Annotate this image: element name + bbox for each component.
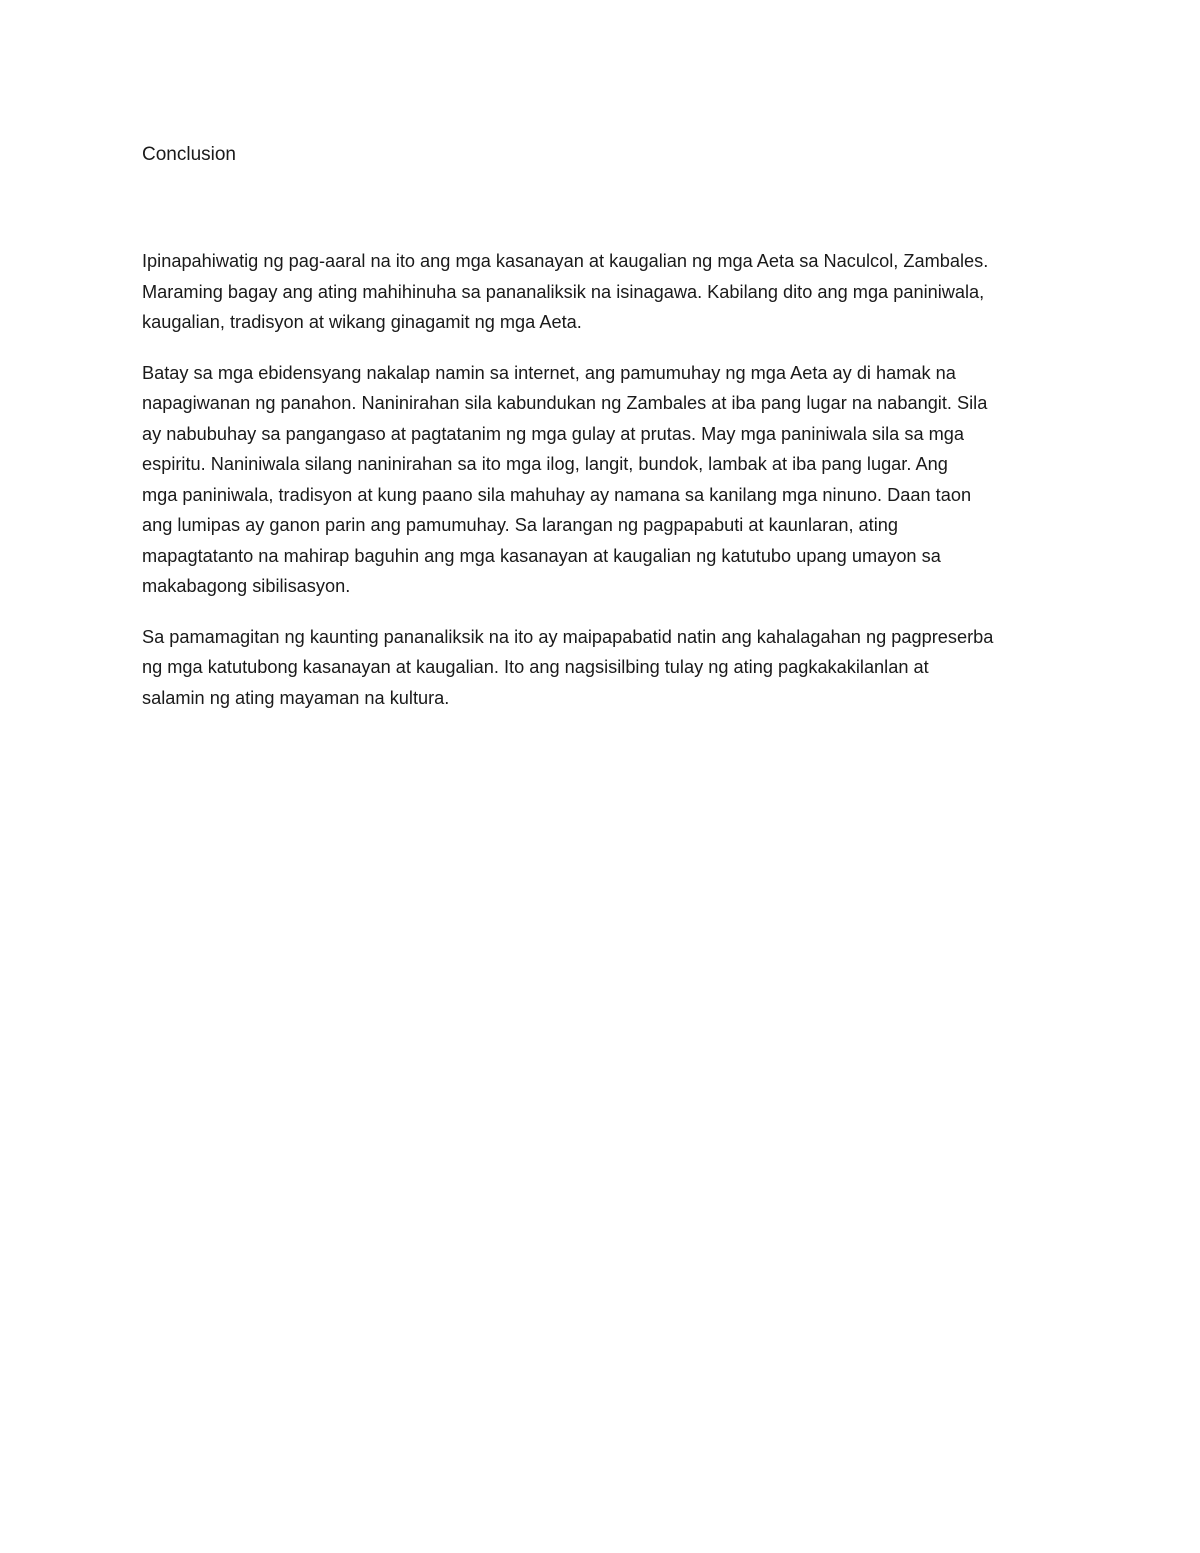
document-heading: Conclusion bbox=[142, 144, 236, 165]
paragraph-line: Ipinapahiwatig ng pag-aaral na ito ang mga kasanayan at kaugalian ng mga Aeta sa Naculcol, Zambales. bbox=[142, 251, 989, 271]
paragraph-line: ang lumipas ay ganon parin ang pamumuhay. Sa larangan ng pagpapabuti at kaunlaran, ating bbox=[142, 515, 898, 535]
paragraph-line: mapagtatanto na mahirap baguhin ang mga kasanayan at kaugalian ng katutubo upang umayon sa bbox=[142, 545, 941, 566]
paragraph-line: salamin ng ating mayaman na kultura. bbox=[142, 687, 450, 708]
paragraph-line: kaugalian, tradisyon at wikang ginagamit ng mga Aeta. bbox=[142, 312, 582, 332]
paragraph-line: Sa pamamagitan ng kaunting pananaliksik na ito ay maipapabatid natin ang kahalagahan ng pagpreserba bbox=[142, 626, 994, 647]
document-body bbox=[142, 140, 1058, 733]
paragraph-line: ay nabubuhay sa pangangaso at pagtatanim ng mga gulay at prutas. May mga paniniwala sila sa mga bbox=[142, 423, 964, 444]
paragraph-line: mga paniniwala, tradisyon at kung paano sila mahuhay ay namana sa kanilang mga ninuno. Daan taon bbox=[142, 484, 972, 505]
paragraph-1 bbox=[142, 246, 1058, 338]
paragraph-line: ng mga katutubong kasanayan at kaugalian. Ito ang nagsisilbing tulay ng ating pagkakakilanlan at bbox=[142, 657, 929, 677]
paragraph-line: Maraming bagay ang ating mahihinuha sa pananaliksik na isinagawa. Kabilang dito ang mga paniniwala, bbox=[142, 281, 985, 302]
paragraph-line: Batay sa mga ebidensyang nakalap namin sa internet, ang pamumuhay ng mga Aeta ay di hamak na bbox=[142, 362, 956, 383]
paragraph-line: napagiwanan ng panahon. Naninirahan sila kabundukan ng Zambales at iba pang lugar na nabangit. Sila bbox=[142, 393, 988, 413]
paragraph-line: makabagong sibilisasyon. bbox=[142, 576, 351, 596]
paragraph-2 bbox=[142, 358, 1058, 602]
paragraph-3 bbox=[142, 622, 1058, 714]
paragraph-line: espiritu. Naniniwala silang naninirahan sa ito mga ilog, langit, bundok, lambak at iba pang lugar. Ang bbox=[142, 454, 948, 474]
